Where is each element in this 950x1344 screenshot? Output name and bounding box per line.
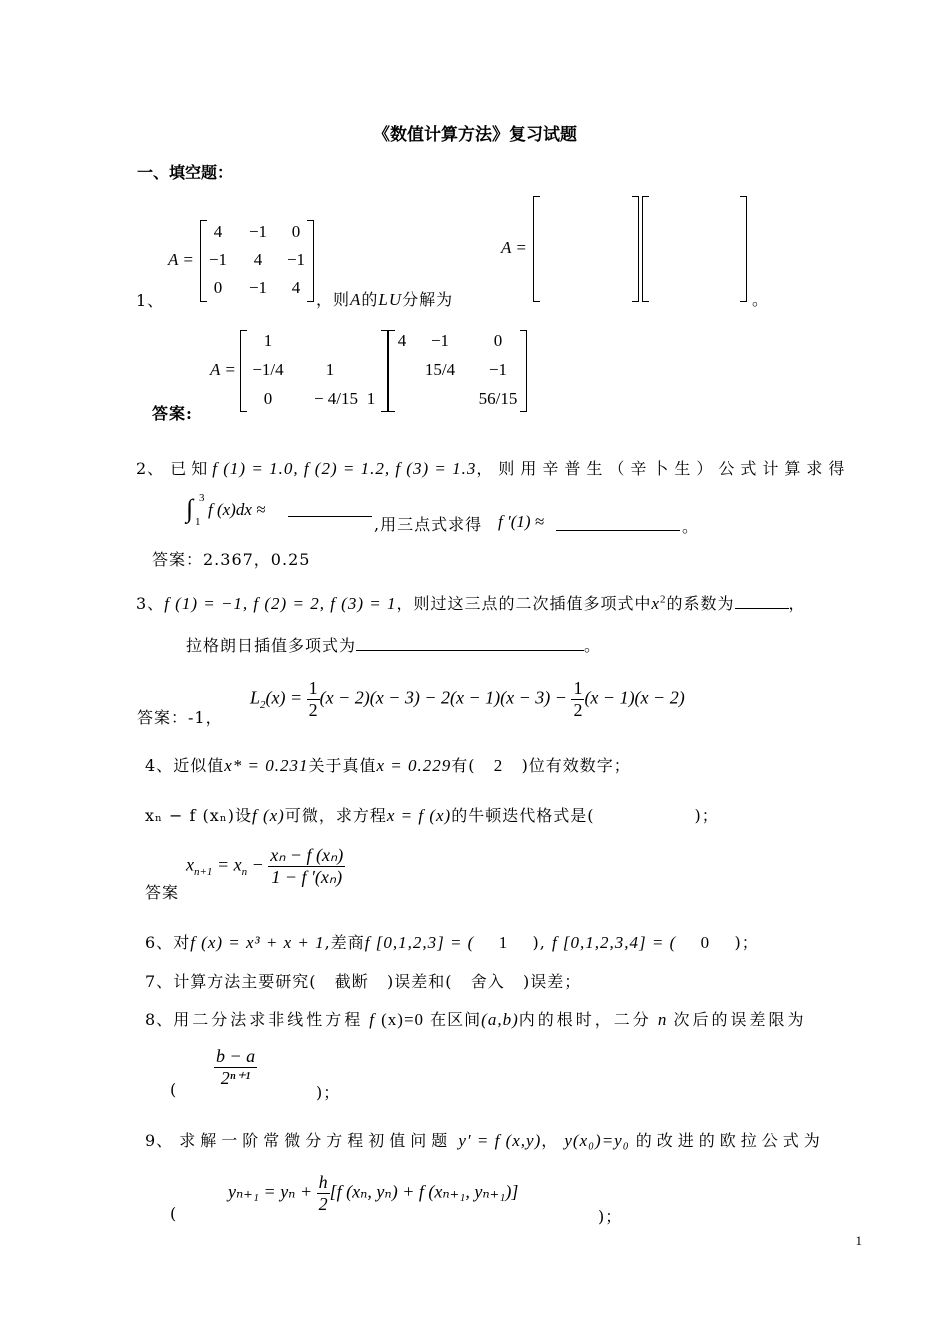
q2-answer: 答案：2.367，0.25 bbox=[152, 550, 311, 569]
l-cell: 1 bbox=[325, 360, 335, 379]
q1-answer-label: 答案: bbox=[152, 404, 193, 423]
page-number: 1 bbox=[855, 1233, 862, 1248]
q5-answer-label: 答案 bbox=[145, 883, 180, 902]
q2-line: 2、 已知f (1) = 1.0, f (2) = 1.2, f (3) = 1.3，则用辛普生（辛卜生）公式计算求得 bbox=[136, 459, 851, 478]
q9-open: ( bbox=[170, 1204, 178, 1223]
q2-deriv: f ′(1) ≈ bbox=[498, 512, 545, 531]
l-cell: 1 bbox=[366, 389, 376, 408]
l-cell: 0 bbox=[263, 389, 273, 408]
section-heading: 一、填空题： bbox=[137, 163, 234, 182]
q2-integral: ∫ 3 1 bbox=[186, 492, 205, 528]
q1-text: ，则A的LU分解为 bbox=[316, 290, 454, 309]
matrix-cell: 0 bbox=[213, 278, 223, 297]
q2-text-c: ,用三点式求得 bbox=[374, 515, 483, 534]
matrix-cell: −1 bbox=[248, 278, 268, 297]
u-cell: 4 bbox=[397, 331, 407, 350]
u-cell: 0 bbox=[493, 331, 503, 350]
l-cell: − 4/15 bbox=[313, 389, 359, 408]
q8-open: ( bbox=[170, 1080, 178, 1099]
u-cell: −1 bbox=[488, 360, 508, 379]
q8-bound: $\frac{b - a}{\text{2ⁿ⁺¹}}$ bbox=[216, 1046, 256, 1088]
l-cell: −1/4 bbox=[252, 360, 284, 379]
l-cell: 1 bbox=[263, 331, 273, 350]
u-cell: −1 bbox=[430, 331, 450, 350]
q2-blank-1[interactable] bbox=[288, 500, 372, 521]
q3-line: 3、f (1) = −1, f (2) = 2, f (3) = 1，则过这三点的二次插值多项式中$x^2$的系数为 ， bbox=[136, 593, 806, 613]
u-cell: 56/15 bbox=[478, 389, 518, 408]
matrix-cell: −1 bbox=[248, 222, 268, 241]
q1-lhs: A = bbox=[168, 250, 194, 269]
q3-lagrange: $L_2(x)$ = $\frac{1}{2}$ (x − 2)(x − 3) − 2(x − 1)(x − 3) − $\frac{1}{2}$ (x − 1)(x − 2) bbox=[250, 678, 685, 720]
matrix-cell: 4 bbox=[253, 250, 263, 269]
q4-line: 4、近似值x* = 0.231关于真值x = 0.229有( 2 )位有效数字； bbox=[145, 756, 631, 775]
q3-answer-label: 答案：-1， bbox=[137, 708, 223, 727]
q8-close: )； bbox=[316, 1083, 341, 1102]
u-cell: 15/4 bbox=[424, 360, 456, 379]
q5-newton: $x_{n+1} = x_n$ − $\frac{\text{xₙ − f (xₙ)}}{\text{1 − f ′(xₙ)}}$ bbox=[186, 845, 344, 887]
matrix-cell: 4 bbox=[291, 278, 301, 297]
matrix-cell: 0 bbox=[291, 222, 301, 241]
q1-end: 。 bbox=[752, 290, 770, 309]
q9-close: )； bbox=[598, 1207, 623, 1226]
q3-line2: 拉格朗日插值多项式为 。 bbox=[186, 636, 602, 655]
q1-answer-lhs: A = bbox=[210, 360, 236, 379]
q2-integrand: f (x)dx ≈ bbox=[208, 500, 266, 519]
q1-number: 1、 bbox=[136, 291, 165, 310]
matrix-cell: −1 bbox=[286, 250, 306, 269]
q1-rhs: A = bbox=[501, 238, 527, 257]
q2-blank-2[interactable] bbox=[556, 514, 680, 535]
q9-line: 9、 求解一阶常微分方程初值问题 y′ = f (x,y)， y(x₀)=y₀ 的改进的欧拉公式为 bbox=[145, 1131, 825, 1150]
q8-line: 8、用二分法求非线性方程 f (x)=0 在区间(a,b)内的根时，二分 n 次后的误差限为 bbox=[145, 1010, 807, 1029]
q2-end: 。 bbox=[682, 517, 700, 536]
q7-line: 7、计算方法主要研究( 截断 )误差和( 舍入 )误差； bbox=[145, 972, 582, 991]
page-title: 《数值计算方法》复习试题 bbox=[373, 125, 577, 145]
q6-line: 6、对f (x) = x³ + x + 1,差商f [0,1,2,3] = ( 1 ), f [0,1,2,3,4] = ( 0 )； bbox=[145, 933, 759, 952]
matrix-cell: 4 bbox=[213, 222, 223, 241]
q9-euler: yₙ₊₁ = yₙ + $\frac{h}{2}$ [f (xₙ, yₙ) + f (xₙ₊₁, yₙ₊₁)] bbox=[228, 1172, 519, 1214]
q5-line: xₙ − f (xₙ)设f (x)可微，求方程x = f (x)的牛顿迭代格式是( )； bbox=[145, 806, 719, 825]
matrix-cell: −1 bbox=[208, 250, 228, 269]
